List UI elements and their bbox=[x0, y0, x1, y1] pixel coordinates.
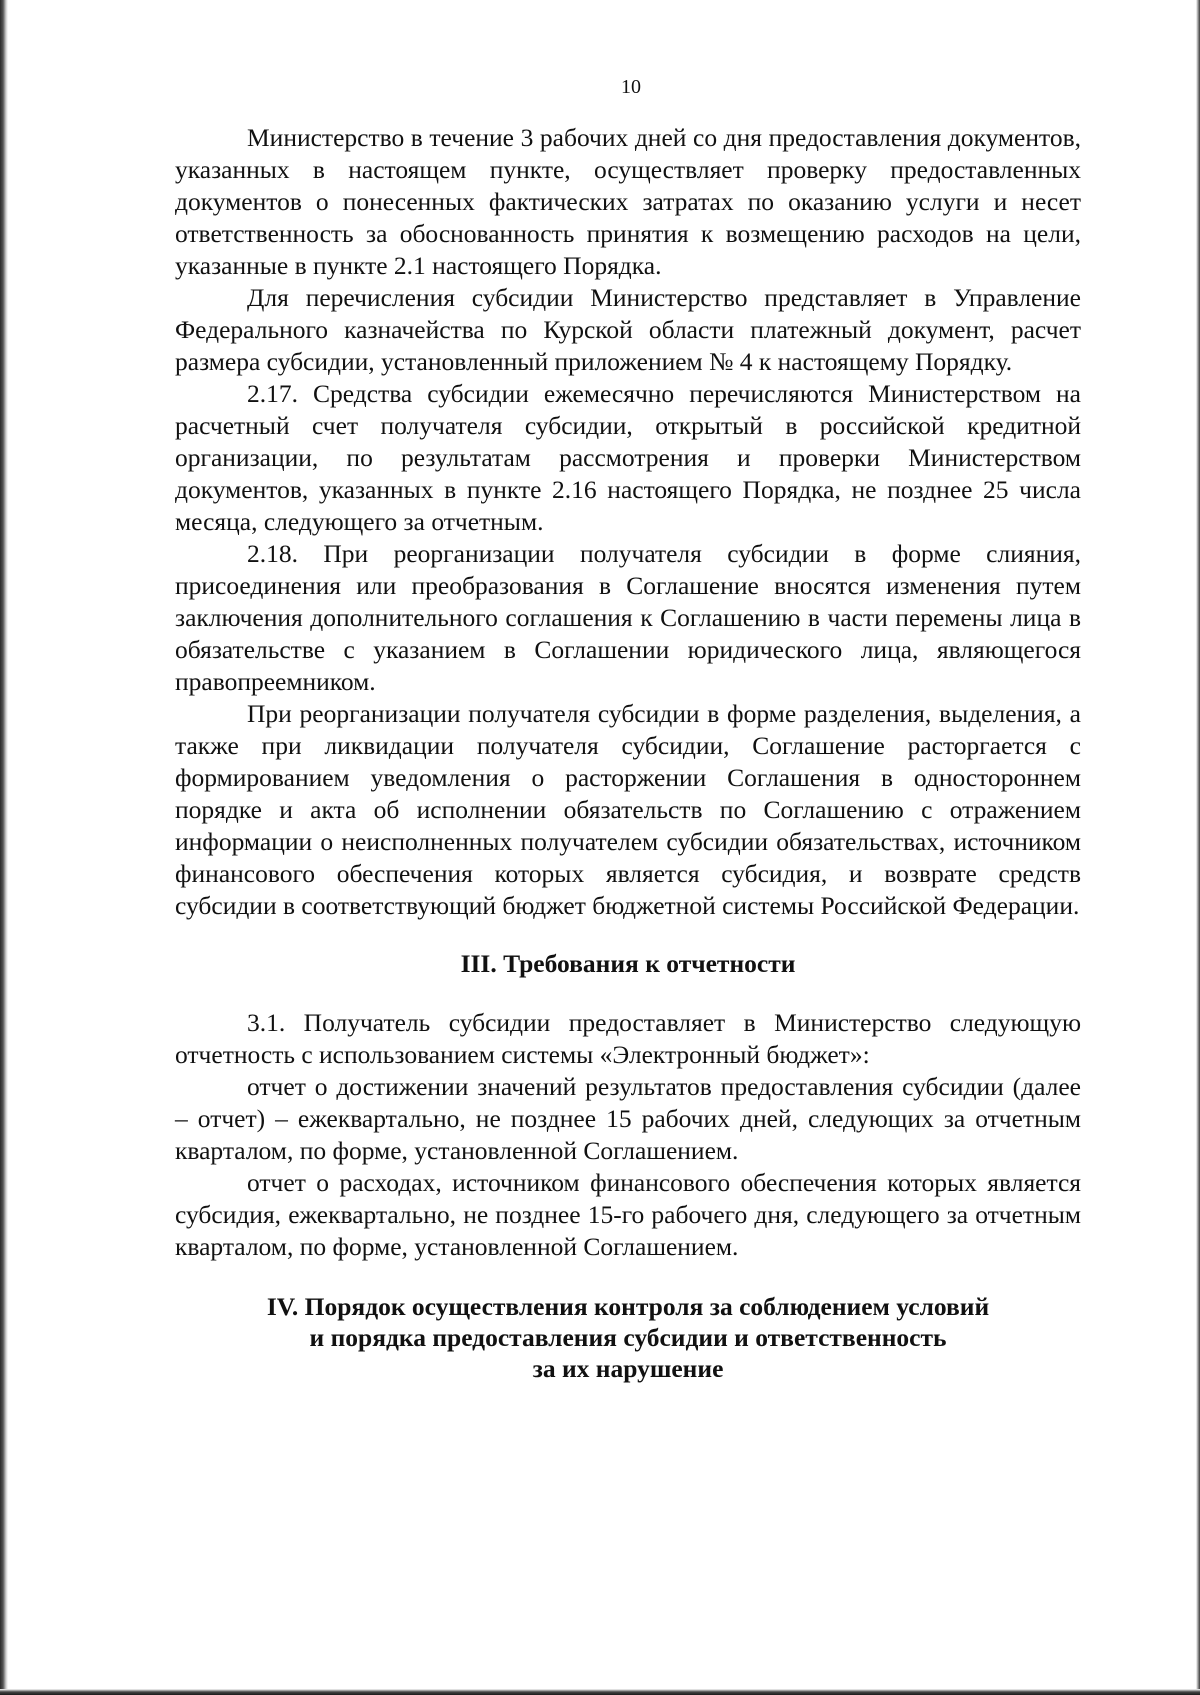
paragraph-expenses-report: отчет о расходах, источником финансового обеспечения которых является субсидия, ежеквартально, не позднее 15-го рабочего дня, следующего за отчетным кварталом, по форме, установленной Соглашением. bbox=[175, 1168, 1081, 1261]
scan-edge-right bbox=[1196, 0, 1200, 1695]
scan-edge-bottom bbox=[0, 1689, 1200, 1695]
paragraph-transfer-subsidy: Для перечисления субсидии Министерство представляет в Управление Федерального казначейства по Курской области платежный документ, расчет размера субсидии, установленный приложением № 4 к настоящему Порядку. bbox=[175, 283, 1081, 376]
section-4-heading-line-1: IV. Порядок осуществления контроля за соблюдением условий bbox=[266, 1292, 990, 1321]
section-3-heading: III. Требования к отчетности bbox=[460, 949, 796, 978]
paragraph-2-18: 2.18. При реорганизации получателя субсидии в форме слияния, присоединения или преобразования в Соглашение вносятся изменения путем заключения дополнительного соглашения к Соглашению в части перемены лица в обязательстве с указанием в Соглашении юридического лица, являющегося правопреемником. bbox=[175, 539, 1081, 696]
paragraph-ministry-check: Министерство в течение 3 рабочих дней со дня предоставления документов, указанных в настоящем пункте, осуществляет проверку предоставленных документов о понесенных фактических затратах по оказанию услуги и несет ответственность за обоснованность принятия к возмещению расходов на цели, указанные в пункте 2.1 настоящего Порядка. bbox=[175, 123, 1081, 280]
paragraph-3-1: 3.1. Получатель субсидии предоставляет в Министерство следующую отчетность с использованием системы «Электронный бюджет»: bbox=[175, 1008, 1081, 1069]
scan-edge-left bbox=[0, 0, 8, 1695]
document-body bbox=[175, 122, 1081, 1384]
section-4-heading-line-2: и порядка предоставления субсидии и ответственность bbox=[309, 1323, 947, 1352]
page-number: 10 bbox=[621, 76, 641, 98]
section-4-heading-line-3: за их нарушение bbox=[532, 1354, 724, 1383]
paragraph-results-report: отчет о достижении значений результатов предоставления субсидии (далее – отчет) – ежеквартально, не позднее 15 рабочих дней, следующих за отчетным кварталом, по форме, установленной Соглашением. bbox=[175, 1072, 1081, 1165]
paragraph-2-17: 2.17. Средства субсидии ежемесячно перечисляются Министерством на расчетный счет получателя субсидии, открытый в российской кредитной организации, по результатам рассмотрения и проверки Министерством документов, указанных в пункте 2.16 настоящего Порядка, не позднее 25 числа месяца, следующего за отчетным. bbox=[175, 379, 1081, 536]
paragraph-reorganization: При реорганизации получателя субсидии в форме разделения, выделения, а также при ликвидации получателя субсидии, Соглашение расторгается с формированием уведомления о расторжении Соглашения в одностороннем порядке и акта об исполнении обязательств по Соглашению с отражением информации о неисполненных получателем субсидии обязательствах, источником финансового обеспечения которых является субсидия, и возврате средств субсидии в соответствующий бюджет бюджетной системы Российской Федерации. bbox=[175, 699, 1081, 920]
section-4-heading bbox=[175, 1291, 1081, 1384]
